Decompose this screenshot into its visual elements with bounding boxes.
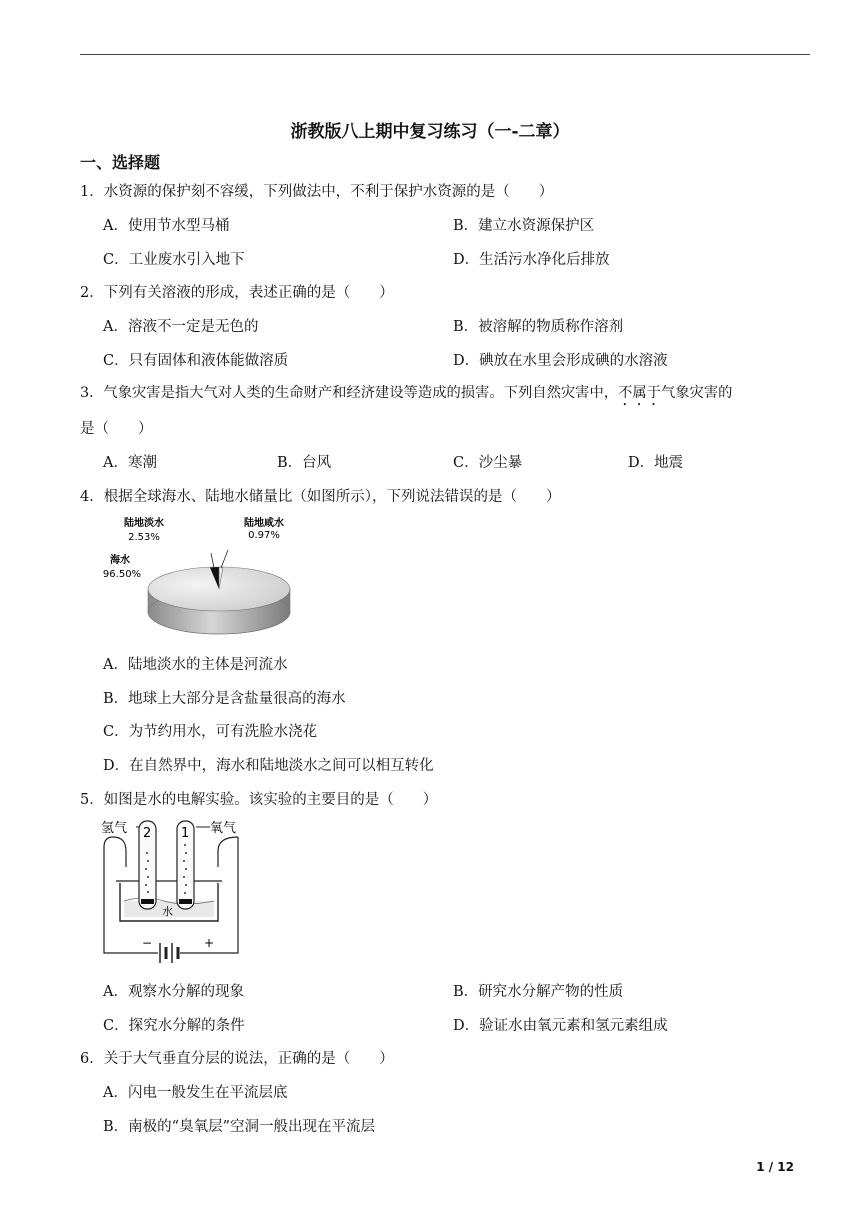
question-1-stem: 1．水资源的保护刻不容缓，下列做法中，不利于保护水资源的是（ ） xyxy=(80,184,554,200)
question-5-option-b[interactable]: B．研究水分解产物的性质 xyxy=(453,984,624,1000)
page-title: 浙教版八上期中复习练习（一-二章） xyxy=(290,122,570,142)
question-3-option-c[interactable]: C．沙尘暴 xyxy=(453,455,523,471)
question-2-stem: 2．下列有关溶液的形成，表述正确的是（ ） xyxy=(80,285,394,301)
electrode-right xyxy=(179,899,192,904)
question-6-stem: 6．关于大气垂直分层的说法，正确的是（ ） xyxy=(80,1051,394,1067)
question-5-option-c[interactable]: C．探究水分解的条件 xyxy=(103,1018,245,1034)
question-1-option-d[interactable]: D．生活污水净化后排放 xyxy=(453,252,610,268)
question-5-option-a[interactable]: A．观察水分解的现象 xyxy=(103,984,244,1000)
question-3-stem-line2: 是（ ） xyxy=(80,421,153,437)
tube-left-number: 2 xyxy=(143,826,152,841)
question-3-stem xyxy=(80,382,732,409)
section-heading: 一、选择题 xyxy=(80,153,161,172)
sea-water-label: 海水 xyxy=(110,555,130,566)
salt-water-value: 0.97% xyxy=(248,530,280,541)
salt-water-leader xyxy=(221,550,228,568)
question-3-stem-part2: 气象灾害的 xyxy=(660,385,733,401)
header-rule xyxy=(80,54,810,55)
question-4-option-b[interactable]: B．地球上大部分是含盐量很高的海水 xyxy=(103,691,346,707)
wire-to-beaker-left xyxy=(113,837,126,867)
question-3-stem-part1: 3．气象灾害是指大气对人类的生命财产和经济建设等造成的损害。下列自然灾害中， xyxy=(80,385,619,401)
fresh-water-label: 陆地淡水 xyxy=(124,518,164,529)
fresh-water-value: 2.53% xyxy=(128,532,160,543)
question-4-option-a[interactable]: A．陆地淡水的主体是河流水 xyxy=(103,657,288,673)
question-4-stem: 4．根据全球海水、陆地水储量比（如图所示），下列说法错误的是（ ） xyxy=(80,489,561,505)
question-1-option-b[interactable]: B．建立水资源保护区 xyxy=(453,218,595,234)
question-2-option-c[interactable]: C．只有固体和液体能做溶质 xyxy=(103,353,289,369)
fresh-water-leader xyxy=(211,553,214,568)
question-2-option-a[interactable]: A．溶液不一定是无色的 xyxy=(103,319,259,335)
hydrogen-label: 氢气 xyxy=(101,821,128,836)
sea-water-value: 96.50% xyxy=(102,569,142,580)
question-2-option-b[interactable]: B．被溶解的物质称作溶剂 xyxy=(453,319,624,335)
electrolysis-apparatus-figure xyxy=(98,815,243,973)
salt-water-label: 陆地咸水 xyxy=(244,518,284,529)
question-4-option-c[interactable]: C．为节约用水，可有洗脸水浇花 xyxy=(103,724,318,740)
question-1-option-c[interactable]: C．工业废水引入地下 xyxy=(103,252,245,268)
oxygen-label: 氧气 xyxy=(210,821,237,836)
question-5-stem: 5．如图是水的电解实验。该实验的主要目的是（ ） xyxy=(80,792,438,808)
question-1-option-a[interactable]: A．使用节水型马桶 xyxy=(103,218,230,234)
water-distribution-pie-chart xyxy=(98,512,308,642)
question-3-emphasis: 不属于 xyxy=(618,385,661,401)
question-5-option-d[interactable]: D．验证水由氧元素和氢元素组成 xyxy=(453,1018,668,1034)
question-4-option-d[interactable]: D．在自然界中，海水和陆地淡水之间可以相互转化 xyxy=(103,758,434,774)
question-2-option-d[interactable]: D．碘放在水里会形成碘的水溶液 xyxy=(453,353,668,369)
question-3-option-b[interactable]: B．台风 xyxy=(277,455,332,471)
question-6-option-a[interactable]: A．闪电一般发生在平流层底 xyxy=(103,1085,288,1101)
question-3-option-a[interactable]: A．寒潮 xyxy=(103,455,157,471)
tube-right-number: 1 xyxy=(181,826,190,841)
negative-terminal: − xyxy=(142,936,153,950)
water-label: 水 xyxy=(162,905,173,918)
positive-terminal: + xyxy=(204,936,215,950)
electrode-left xyxy=(141,899,154,904)
question-6-option-b[interactable]: B．南极的“臭氧层”空洞一般出现在平流层 xyxy=(103,1119,375,1135)
page-number: 1 / 12 xyxy=(756,1160,794,1174)
question-3-option-d[interactable]: D．地震 xyxy=(628,455,684,471)
wire-to-beaker-right xyxy=(218,837,238,867)
